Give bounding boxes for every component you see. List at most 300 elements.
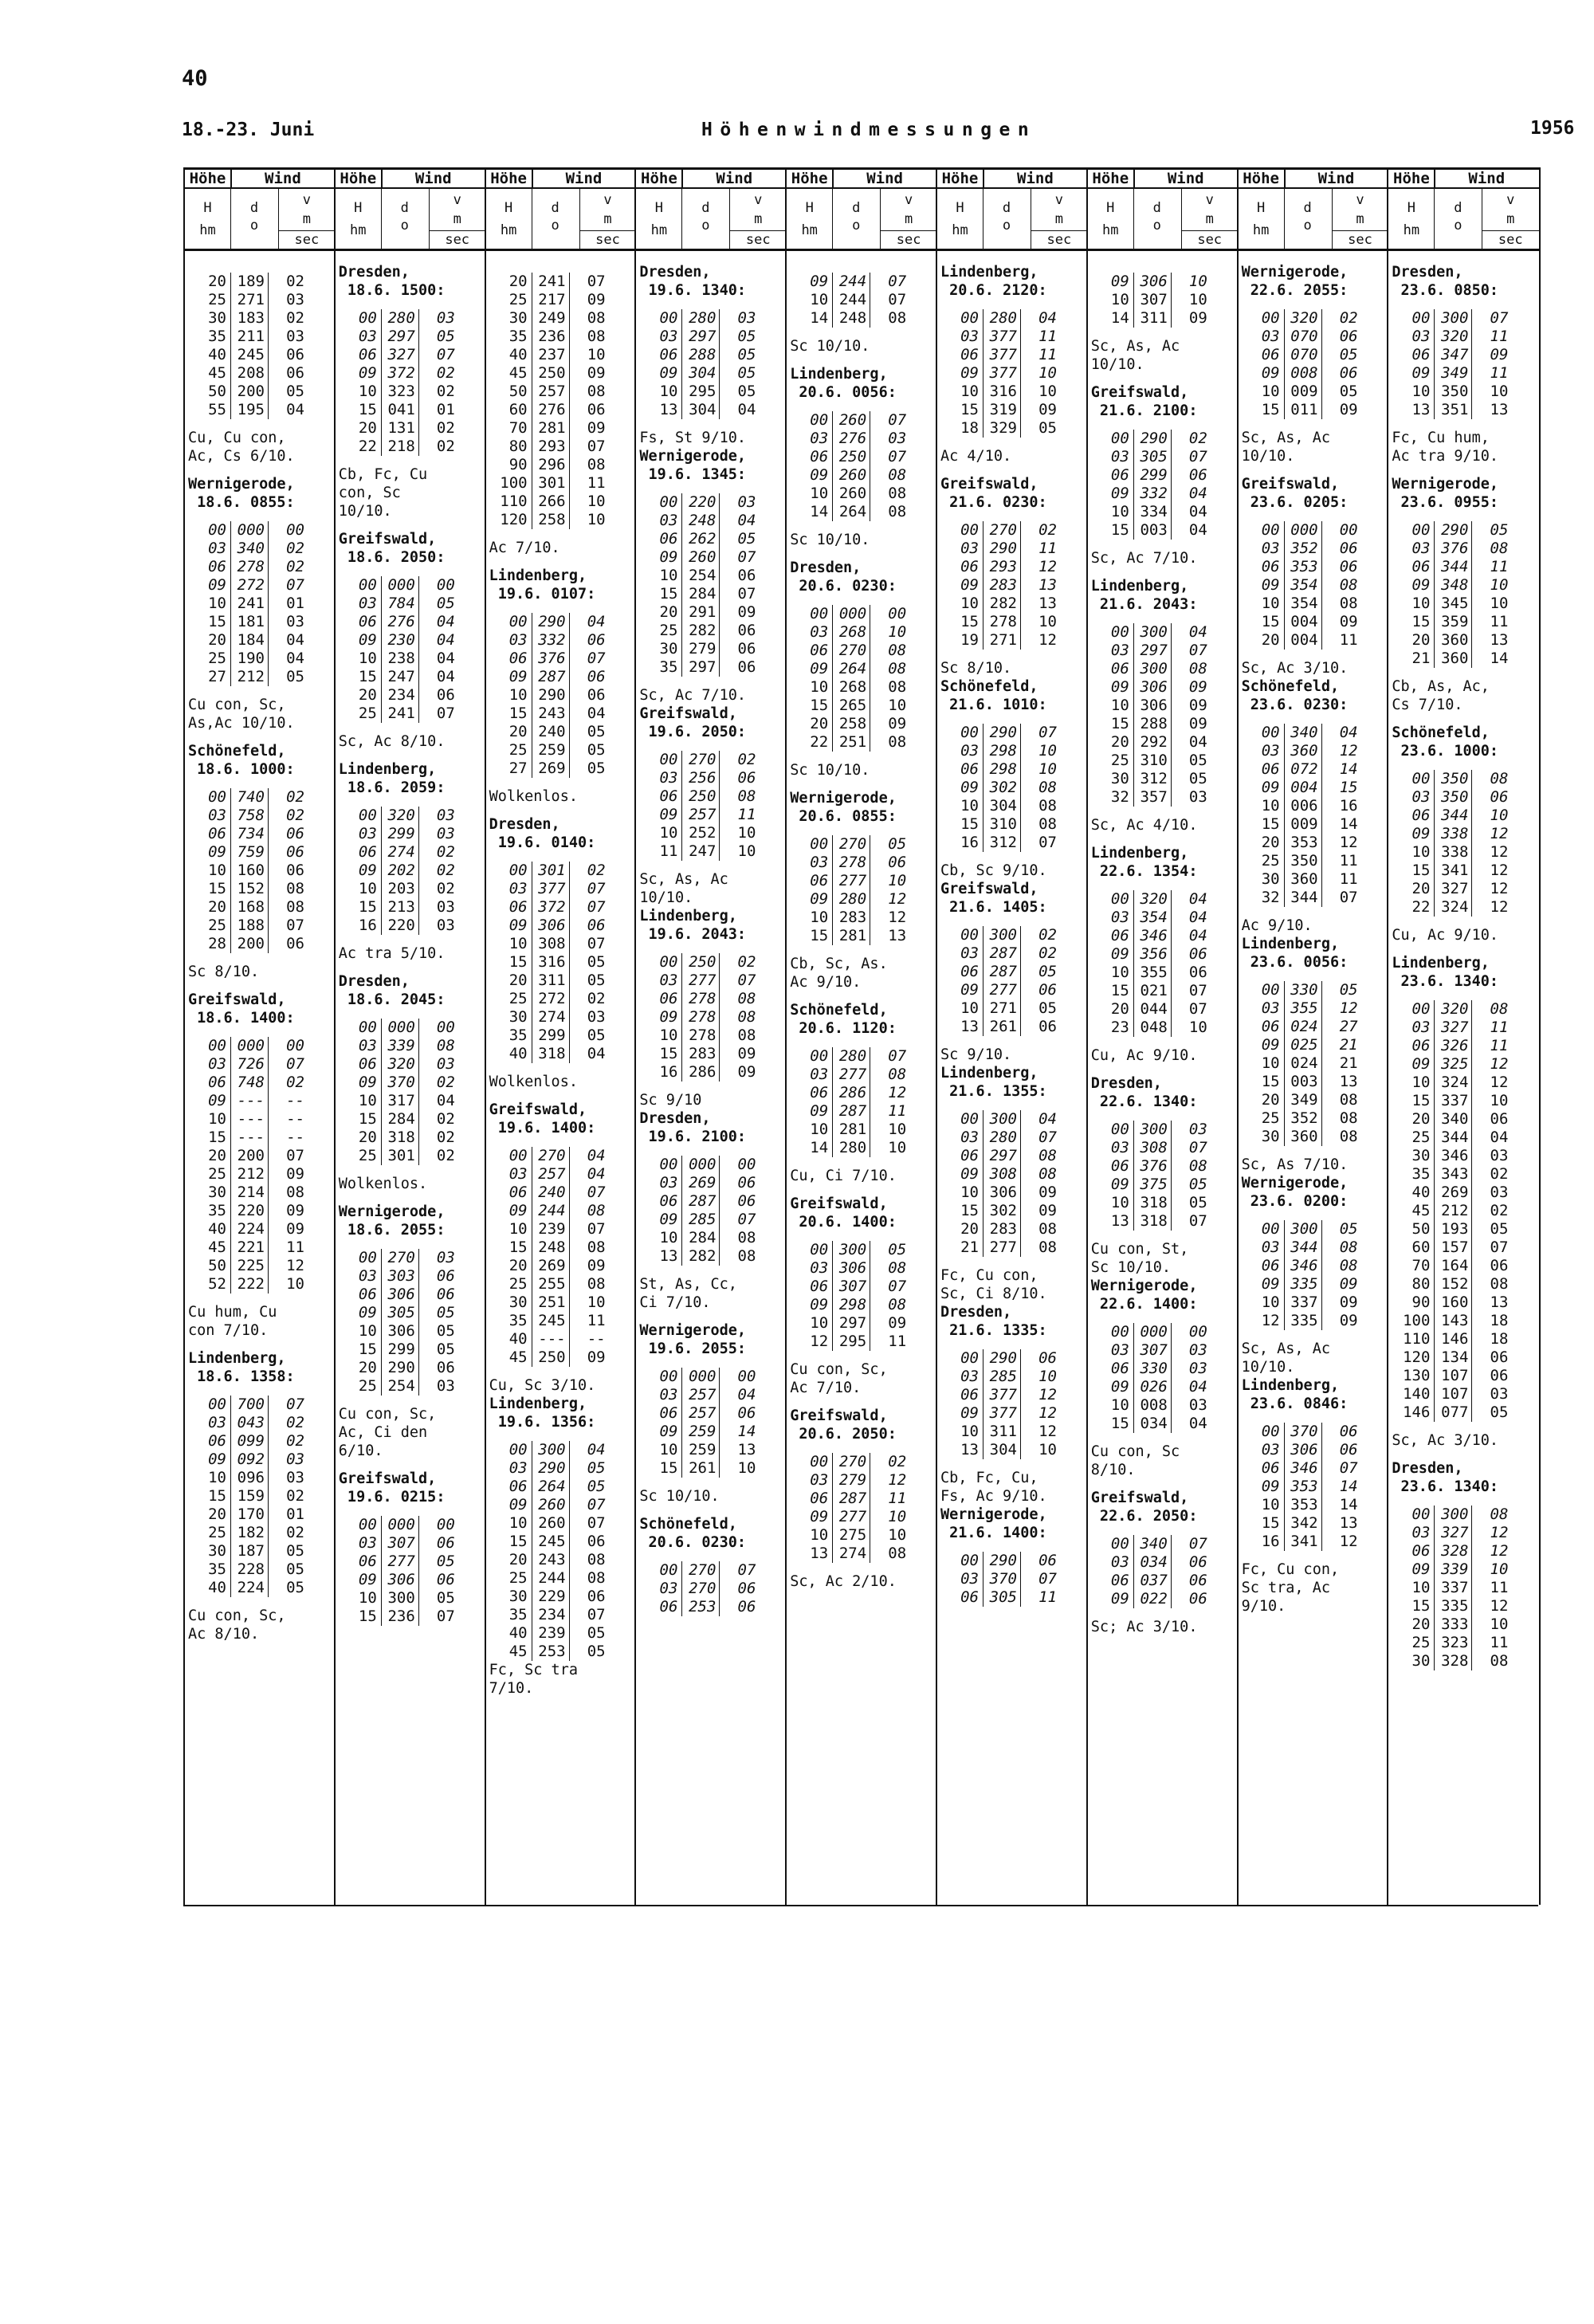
height-value: 10 xyxy=(1411,595,1431,612)
row-divider xyxy=(230,558,231,576)
row-divider xyxy=(1321,1533,1322,1551)
table-row xyxy=(636,1561,787,1580)
table-row xyxy=(937,1239,1088,1257)
spacer xyxy=(1239,1413,1389,1423)
speed-value: 05 xyxy=(737,346,756,363)
table-row xyxy=(1388,1330,1539,1348)
row-divider xyxy=(418,1249,419,1267)
table-row xyxy=(937,797,1088,815)
station-label: Wernigerode, xyxy=(639,1322,747,1339)
cloud-note: Sc, Ac 2/10. xyxy=(790,1573,897,1590)
spacer xyxy=(1088,374,1239,383)
spacer xyxy=(636,1478,787,1487)
column-9 xyxy=(1387,167,1541,1905)
table-row xyxy=(185,1469,336,1487)
row-divider xyxy=(1020,309,1021,328)
direction-value: 323 xyxy=(1441,1634,1469,1651)
row-divider xyxy=(832,411,833,430)
direction-value: 377 xyxy=(538,880,566,897)
spacer xyxy=(1388,944,1539,954)
height-value: 09 xyxy=(1261,779,1280,796)
row-divider xyxy=(1133,678,1134,697)
row-divider xyxy=(1434,1330,1435,1348)
table-row xyxy=(1388,807,1539,825)
direction-value: 360 xyxy=(1290,1128,1318,1145)
row-divider xyxy=(1434,1110,1435,1129)
direction-value: 283 xyxy=(989,576,1017,594)
speed-value: 02 xyxy=(1339,309,1358,327)
row-divider xyxy=(381,825,382,843)
table-row xyxy=(185,1542,336,1560)
speed-value: 02 xyxy=(286,558,304,575)
speed-value: 05 xyxy=(1490,1403,1509,1421)
speed-value: 02 xyxy=(436,364,455,382)
table-row xyxy=(1239,558,1389,576)
height-value: 06 xyxy=(960,346,979,363)
direction-value: 193 xyxy=(1441,1220,1469,1238)
column-body xyxy=(937,263,1088,1905)
speed-value: 07 xyxy=(1188,982,1207,999)
row-divider xyxy=(418,650,419,668)
table-row xyxy=(1388,1597,1539,1615)
direction-value: 306 xyxy=(538,917,566,934)
spacer xyxy=(1239,1330,1389,1340)
speed-value: 05 xyxy=(888,1241,907,1258)
row-divider xyxy=(1471,1634,1472,1652)
direction-value: 092 xyxy=(237,1451,265,1468)
cloud-note: Sc, Ci 8/10. xyxy=(940,1286,1047,1302)
speed-value: 03 xyxy=(286,613,304,630)
height-value: 06 xyxy=(358,1286,377,1303)
height-value: 25 xyxy=(1411,1129,1431,1146)
cloud-note: con 7/10. xyxy=(188,1322,269,1339)
station-label: 19.6. 2055: xyxy=(639,1341,747,1357)
speed-value: 08 xyxy=(888,309,907,327)
direction-value: 271 xyxy=(989,631,1017,649)
table-row xyxy=(1239,1109,1389,1128)
speed-value: 07 xyxy=(1188,448,1207,465)
direction-value: 245 xyxy=(538,1312,566,1329)
direction-value: 250 xyxy=(689,953,717,971)
row-divider xyxy=(1020,1570,1021,1588)
height-value: 15 xyxy=(1110,715,1129,732)
direction-value: 297 xyxy=(387,328,415,345)
table-row xyxy=(185,1524,336,1542)
height-value: 10 xyxy=(1110,503,1129,520)
speed-value: 08 xyxy=(1188,1157,1207,1175)
row-divider xyxy=(268,1469,269,1487)
height-value: 15 xyxy=(1110,982,1129,999)
row-divider xyxy=(1171,1000,1172,1019)
station-label: Wernigerode, xyxy=(940,1506,1047,1523)
row-divider xyxy=(1471,1092,1472,1110)
row-divider xyxy=(719,364,720,383)
row-divider xyxy=(681,567,682,585)
speed-value: 08 xyxy=(888,503,907,520)
spacer xyxy=(937,1340,1088,1349)
row-divider xyxy=(230,1469,231,1487)
spacer xyxy=(1088,1525,1239,1535)
data-block xyxy=(1239,981,1389,1146)
table-row xyxy=(1239,1275,1389,1294)
table-row xyxy=(486,898,637,917)
height-value: 06 xyxy=(810,1278,829,1295)
direction-value: 338 xyxy=(1441,843,1469,861)
row-divider xyxy=(681,383,682,401)
row-divider xyxy=(719,1045,720,1063)
station-label: 21.6. 2043: xyxy=(1090,596,1198,613)
row-divider xyxy=(230,328,231,346)
row-divider xyxy=(268,1487,269,1505)
table-row xyxy=(787,1047,937,1066)
speed-value: 05 xyxy=(1038,419,1057,437)
height-value: 06 xyxy=(1261,1257,1280,1274)
table-row xyxy=(1239,613,1389,631)
row-divider xyxy=(681,603,682,622)
height-value: 03 xyxy=(1411,540,1431,557)
spacer xyxy=(787,595,937,605)
table-row xyxy=(486,1220,637,1239)
table-row xyxy=(937,1018,1088,1036)
direction-value: 270 xyxy=(689,1580,717,1597)
row-divider xyxy=(1471,843,1472,862)
row-divider xyxy=(418,1516,419,1534)
direction-value: 214 xyxy=(237,1184,265,1201)
row-divider xyxy=(230,917,231,935)
height-value: 23 xyxy=(1110,1019,1129,1036)
wind-label: Wind xyxy=(1284,170,1389,189)
height-value: 25 xyxy=(508,1569,528,1587)
cloud-note: Sc, Ac 3/10. xyxy=(1392,1432,1499,1449)
row-divider xyxy=(832,1314,833,1333)
column-6 xyxy=(936,167,1088,1905)
direction-value: 370 xyxy=(1290,1423,1318,1440)
speed-value: 00 xyxy=(1188,1323,1207,1341)
row-divider xyxy=(1471,595,1472,613)
spacer xyxy=(1388,1496,1539,1505)
spacer xyxy=(486,529,637,539)
direction-value: 000 xyxy=(387,1019,415,1036)
height-value: 35 xyxy=(508,328,528,345)
row-divider xyxy=(832,1102,833,1121)
row-divider xyxy=(268,595,269,613)
row-divider xyxy=(569,1239,570,1257)
direction-value: 327 xyxy=(1441,1524,1469,1541)
data-block xyxy=(1088,890,1239,1037)
direction-value: 072 xyxy=(1290,760,1318,778)
row-divider xyxy=(1171,466,1172,485)
direction-value: 006 xyxy=(1290,797,1318,815)
direction-value: 003 xyxy=(1290,1073,1318,1090)
table-row xyxy=(937,944,1088,963)
row-divider xyxy=(569,1330,570,1348)
table-row xyxy=(336,1322,486,1341)
spacer xyxy=(1088,1479,1239,1489)
height-value: 25 xyxy=(358,1377,377,1395)
row-divider xyxy=(1434,1184,1435,1202)
v-label: v xyxy=(1506,192,1515,208)
spacer xyxy=(336,1396,486,1405)
row-divider xyxy=(1171,733,1172,752)
row-divider xyxy=(268,1560,269,1579)
height-value: 120 xyxy=(500,511,528,528)
data-block xyxy=(787,835,937,945)
cloud-note: Fc, Cu con, xyxy=(940,1267,1038,1284)
speed-value: 14 xyxy=(1490,650,1509,667)
station-label: Wernigerode, xyxy=(1241,264,1349,281)
row-divider xyxy=(719,567,720,585)
direction-value: 258 xyxy=(538,511,566,528)
row-divider xyxy=(1133,291,1134,309)
height-value: 09 xyxy=(1261,1478,1280,1495)
speed-value: 06 xyxy=(1038,1552,1057,1569)
speed-value: 02 xyxy=(286,1432,304,1450)
direction-value: 360 xyxy=(1290,870,1318,888)
height-value: 00 xyxy=(1110,623,1129,641)
table-row xyxy=(1088,521,1239,540)
data-block xyxy=(636,1561,787,1616)
table-row xyxy=(1388,843,1539,862)
height-value: 20 xyxy=(1411,1110,1431,1128)
direction-value: 070 xyxy=(1290,328,1318,345)
speed-value: 06 xyxy=(436,1359,455,1376)
station-label: 18.6. 2045: xyxy=(338,991,446,1008)
direction-value: 221 xyxy=(237,1239,265,1256)
row-divider xyxy=(1471,364,1472,383)
direction-value: 278 xyxy=(838,854,867,871)
row-divider xyxy=(268,1202,269,1220)
direction-value: 355 xyxy=(1140,964,1168,981)
speed-value: 02 xyxy=(1490,1202,1509,1219)
spacer xyxy=(937,714,1088,724)
direction-value: 758 xyxy=(237,807,265,824)
height-value: 06 xyxy=(1261,346,1280,363)
speed-value: 08 xyxy=(587,1239,606,1256)
height-value: 27 xyxy=(208,668,226,685)
table-row xyxy=(787,909,937,927)
row-divider xyxy=(1020,328,1021,346)
row-divider xyxy=(569,723,570,741)
table-row xyxy=(185,521,336,540)
row-divider xyxy=(1020,558,1021,576)
row-divider xyxy=(418,825,419,843)
row-divider xyxy=(1020,364,1021,383)
station-label: Wernigerode, xyxy=(188,476,295,493)
station-label: 18.6. 2055: xyxy=(338,1222,446,1239)
row-divider xyxy=(268,1396,269,1414)
direction-value: 218 xyxy=(387,438,415,455)
row-divider xyxy=(1321,346,1322,364)
speed-value: 12 xyxy=(1038,631,1057,649)
direction-value: 239 xyxy=(538,1624,566,1642)
direction-value: 212 xyxy=(237,668,265,685)
direction-value: 264 xyxy=(838,503,867,520)
column-header xyxy=(787,167,937,251)
height-value: 09 xyxy=(508,668,528,685)
height-value: 06 xyxy=(1110,1360,1129,1377)
speed-value: 07 xyxy=(888,291,907,308)
row-divider xyxy=(681,1174,682,1192)
data-block xyxy=(1088,430,1239,540)
table-row xyxy=(636,787,787,806)
speed-value: 08 xyxy=(587,328,606,345)
row-divider xyxy=(1284,364,1285,383)
cloud-note: Ac tra 5/10. xyxy=(338,945,446,962)
page-number: 40 xyxy=(182,66,208,91)
direction-value: 274 xyxy=(838,1545,867,1562)
direction-value: 334 xyxy=(1140,503,1168,520)
height-value: 00 xyxy=(208,521,226,539)
row-divider xyxy=(418,401,419,419)
header-divider xyxy=(1284,187,1285,249)
d-label: d xyxy=(701,200,710,216)
row-divider xyxy=(1133,1000,1134,1019)
row-divider xyxy=(1471,613,1472,631)
cloud-note: Cb, Sc, As. xyxy=(790,956,888,972)
column-header xyxy=(336,167,486,251)
speed-value: 11 xyxy=(1339,870,1358,888)
row-divider xyxy=(1471,1348,1472,1367)
speed-value: 05 xyxy=(587,760,606,777)
speed-value: 09 xyxy=(1188,678,1207,696)
table-row xyxy=(336,1286,486,1304)
speed-value: 03 xyxy=(286,1469,304,1486)
row-divider xyxy=(1171,752,1172,770)
row-divider xyxy=(268,862,269,880)
height-value: 00 xyxy=(810,1453,829,1470)
height-value: 00 xyxy=(508,862,528,879)
row-divider xyxy=(418,1304,419,1322)
row-divider xyxy=(1284,1054,1285,1073)
height-value: 12 xyxy=(810,1333,829,1350)
cloud-note: Ac tra 9/10. xyxy=(1392,448,1499,465)
direction-value: 244 xyxy=(538,1569,566,1587)
row-divider xyxy=(1133,642,1134,660)
table-row xyxy=(1239,1257,1389,1275)
direction-value: 304 xyxy=(689,401,717,418)
row-divider xyxy=(1434,1202,1435,1220)
direction-value: 243 xyxy=(538,705,566,722)
spacer xyxy=(486,1137,637,1147)
cloud-note: Sc, Ac 4/10. xyxy=(1090,817,1198,834)
station-label: 21.6. 1400: xyxy=(940,1525,1047,1541)
sec-rule xyxy=(729,230,787,231)
direction-value: 264 xyxy=(838,660,867,677)
height-value: 00 xyxy=(810,1047,829,1065)
table-row xyxy=(787,697,937,715)
row-divider xyxy=(1471,1275,1472,1294)
row-divider xyxy=(1133,770,1134,788)
height-value: 00 xyxy=(208,1037,226,1054)
direction-value: 282 xyxy=(989,595,1017,612)
height-value: 20 xyxy=(508,972,528,989)
height-value: 20 xyxy=(208,1505,226,1523)
spacer xyxy=(787,1185,937,1195)
table-row xyxy=(937,779,1088,797)
direction-value: 306 xyxy=(838,1259,867,1277)
height-value: 50 xyxy=(208,383,226,400)
row-divider xyxy=(418,1608,419,1626)
direction-value: 301 xyxy=(538,474,566,492)
spacer xyxy=(1239,300,1389,309)
speed-value: 10 xyxy=(888,1526,907,1544)
speed-value: 14 xyxy=(1339,815,1358,833)
height-value: 15 xyxy=(358,1608,377,1625)
deg-label: o xyxy=(852,218,861,234)
direction-value: 307 xyxy=(1140,1341,1168,1359)
height-value: 30 xyxy=(1261,1128,1280,1145)
hm-label: hm xyxy=(801,222,818,238)
spacer xyxy=(486,603,637,613)
height-value: 10 xyxy=(960,1423,979,1440)
direction-value: 344 xyxy=(1441,807,1469,824)
direction-value: 271 xyxy=(237,291,265,308)
station-label: Greifswald, xyxy=(790,1195,888,1212)
height-value: 09 xyxy=(358,631,377,649)
table-row xyxy=(1388,1147,1539,1165)
row-divider xyxy=(1020,926,1021,944)
height-value: 10 xyxy=(358,1322,377,1340)
direction-value: 277 xyxy=(838,872,867,889)
table-row xyxy=(185,1147,336,1165)
direction-value: 211 xyxy=(237,328,265,345)
row-divider xyxy=(1434,1019,1435,1037)
height-value: 09 xyxy=(1110,273,1129,290)
row-divider xyxy=(1133,309,1134,328)
speed-value: 09 xyxy=(737,1045,756,1062)
station-label: Lindenberg, xyxy=(940,264,1038,281)
table-row xyxy=(937,724,1088,742)
row-divider xyxy=(719,622,720,640)
speed-value: 06 xyxy=(737,658,756,676)
row-divider xyxy=(1020,540,1021,558)
table-row xyxy=(486,1008,637,1027)
row-divider xyxy=(681,842,682,861)
row-divider xyxy=(719,493,720,512)
table-row xyxy=(486,346,637,364)
direction-value: 274 xyxy=(387,843,415,861)
table-row xyxy=(636,548,787,567)
spacer xyxy=(1088,1037,1239,1046)
row-divider xyxy=(1434,595,1435,613)
speed-value: 12 xyxy=(1490,825,1509,842)
row-divider xyxy=(268,1055,269,1074)
spacer xyxy=(1088,1313,1239,1323)
row-divider xyxy=(268,273,269,291)
table-row xyxy=(787,1121,937,1139)
direction-value: 748 xyxy=(237,1074,265,1091)
speed-value: 08 xyxy=(1339,1109,1358,1127)
height-value: 09 xyxy=(810,466,829,484)
row-divider xyxy=(1471,1579,1472,1597)
station-label: Wernigerode, xyxy=(1392,476,1499,493)
row-divider xyxy=(230,1129,231,1147)
speed-value: 03 xyxy=(436,917,455,934)
row-divider xyxy=(1471,1110,1472,1129)
header-divider xyxy=(880,187,881,249)
spacer xyxy=(787,1443,937,1453)
row-divider xyxy=(1471,1037,1472,1055)
row-divider xyxy=(681,1063,682,1082)
table-row xyxy=(1088,927,1239,945)
direction-value: 335 xyxy=(1441,1597,1469,1615)
table-row xyxy=(336,1110,486,1129)
table-row xyxy=(185,1165,336,1184)
direction-value: 346 xyxy=(1290,1459,1318,1477)
row-divider xyxy=(230,521,231,540)
direction-value: 239 xyxy=(538,1220,566,1238)
cloud-note: 10/10. xyxy=(1241,1359,1295,1376)
